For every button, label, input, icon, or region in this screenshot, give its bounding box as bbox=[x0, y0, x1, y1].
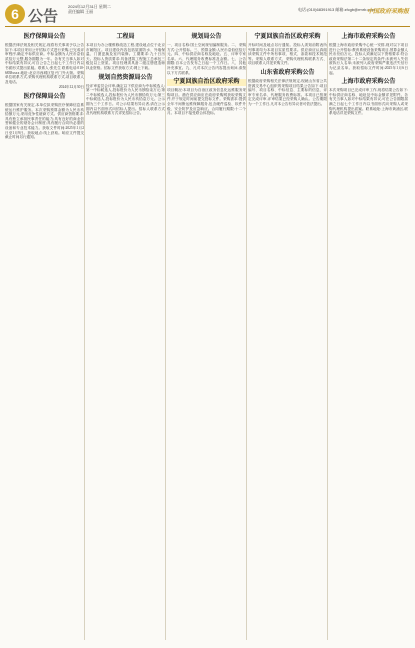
announcement-body: 本项目为办公楼维修改造工程,建设地点位于北京市朝阳区。项目建设内容包括屋面防水、外墙保温、门窗更换及室内装修。工期要求:九十日历天。投标人资质要求:具备建筑工程施工总承包三级及以上资质。项目经理须具备二级注册建造师执业资格。招标文件获取方式:网上下载。 bbox=[86, 43, 165, 70]
announcement-body: 经评审委员会评审,确定以下供应商为中标候选人:第一中标候选人,投标报价为人民币捌拾柒万元;第二中标候选人,投标报价为人民币捌拾玖万元;第三中标候选人,投标报价为人民币玖拾壹万元。公示期为三个工作日。对公示结果有异议者,请在公示期内以书面形式向招标人提出。招标人联系方式及代理机构联系方式详见招标公告。 bbox=[86, 83, 165, 116]
contact-line: 电话:(010)68391913 邮箱:zfcgb@rmrb.com bbox=[298, 7, 375, 12]
editor-line: 责任编辑 王丽 bbox=[68, 9, 94, 14]
announcement-title: 山东省政府采购公告 bbox=[260, 69, 315, 76]
column-divider bbox=[246, 32, 247, 640]
column-3 bbox=[167, 32, 246, 640]
page-header bbox=[0, 0, 415, 30]
announcement-block bbox=[167, 79, 246, 116]
announcement-title: 宁夏回族自治区政府采购 bbox=[167, 79, 246, 86]
announcement-block bbox=[329, 79, 408, 116]
header-divider bbox=[5, 26, 410, 27]
announcement-title: 上海市政府采购公告 bbox=[341, 79, 396, 86]
announcement-title: 上海市政府采购公告 bbox=[341, 34, 396, 40]
announcement-title: 工程局 bbox=[116, 34, 135, 40]
announcement-body: 开标时间及地点另行通知。投标人须知前附表所列事项均为本项目实质性要求。供应商应认真阅读采购文件中所有事项、格式、条款和技术规范等。采购人联系方式、采购代理机构联系方式、项目联系人详见采购文件。 bbox=[248, 43, 327, 66]
announcement-title: 医疗保障局公告 bbox=[23, 93, 66, 100]
announcement-body: 根据上海市政府采购中心统一安排,现对以下项目进行公开招标:教育系统设备采购项目,预算金额人民币叁佰万元。投标人须满足以下资格要求:符合政府采购法第二十二条规定的条件;未被列入失信被执行人名单;未被列入政府采购严重违法失信行为记录名单。获取招标文件时间:2025年1月6日起。 bbox=[329, 43, 408, 75]
announcement-block bbox=[5, 94, 84, 140]
column-divider bbox=[327, 32, 328, 640]
announcement-title: 规划局公告 bbox=[191, 34, 222, 40]
announcement-body: 根据法律法规及相关规定,现将有关事项予以公告如下:本项目采用公开招标方式进行采购,已完成评审程序,确定中标供应商。中标金额为人民币壹佰贰拾万元整,服务期限为一年。各有关当事人如对中标结果有异议,可自公告之日起七个工作日内以书面形式提出质疑。联系人:张先生 联系电话:010-6838xxxx 地址:北京市西城区复兴门外大街。采购单位联系方式,采购代理机构联系方式,项目联系人及电话。 bbox=[5, 43, 84, 84]
column-divider bbox=[165, 32, 166, 640]
column-4 bbox=[248, 32, 327, 640]
column-5 bbox=[329, 32, 408, 640]
announcement-block bbox=[86, 75, 165, 116]
announcement-body: 根据国家有关规定,本单位拟采购医疗保障信息系统运行维护服务。本次采购预算金额为人民币玖拾捌万元,采用竞争性磋商方式。供应商资格要求:具有独立承担民事责任的能力;具有良好的商业信誉和健全的财务会计制度;具有履行合同所必需的设备和专业技术能力。获取文件时间:2025年1月2日至1月9日。获取地点:线上获取。响应文件提交截止时间另行通知。 bbox=[5, 102, 84, 140]
date-line: 2024年12月31日 星期二 bbox=[68, 4, 111, 9]
column-2 bbox=[86, 32, 165, 640]
newspaper-logo: 中国政府采购报 bbox=[366, 9, 409, 15]
announcement-block bbox=[248, 70, 327, 107]
announcement-block bbox=[86, 34, 165, 71]
column-divider bbox=[84, 32, 85, 640]
announcement-body: 项目概况:本项目为自治区政务信息化运维服务采购项目。潜在供应商应在政府采购网获取采购文件,并于规定时间前提交投标文件。采购需求:提供全年不间断运维保障服务,包含硬件巡检、软件升级、安全防护及应急响应。合同履行期限:十二个月。本项目不接受联合体投标。 bbox=[167, 88, 246, 116]
header-meta bbox=[68, 4, 111, 14]
announcement-body: 本次采购项目已完成评审工作,现将结果公告如下:中标供应商名称、地址及中标金额详见附件。各有关当事人如对中标结果有异议,可在公告期限届满之日起七个工作日内以书面形式向采购人或采购代理机构提出质疑。联系地址:上海市黄浦区,联系电话详见采购文件。 bbox=[329, 88, 408, 116]
announcement-body: 一、项目名称:国土空间规划编制服务。二、采购方式:公开招标。三、预算金额:人民币壹佰伍拾万元。四、中标供应商名称及地址。五、评审专家名单。六、代理服务收费标准及金额。七、公告期限:自本公告发布之日起一个工作日。八、其他补充事宜。九、凡对本次公告内容提出询问,请按以下方式联系。 bbox=[167, 43, 246, 75]
section-title: 公告 bbox=[28, 8, 59, 25]
announcement-title: 宁夏回族自治区政府采购 bbox=[254, 34, 321, 40]
announcement-body: 根据政府采购相关法律法规规定,现就山东省公共资源交易中心组织的采购项目结果公告如下:项目编号、项目名称、中标信息、主要标的信息、评审专家名单、代理服务收费标准。本项目已按规定完成评审,评审结果已经采购人确认。公告期限为一个工作日,凡对本公告有异议者可依法提出。 bbox=[248, 78, 327, 106]
announcement-block bbox=[167, 34, 246, 75]
announcement-block bbox=[329, 34, 408, 75]
announcement-title: 规划自然资源局公告 bbox=[98, 74, 153, 81]
announcement-date: 2024年12月30日 bbox=[58, 85, 84, 90]
announcement-block bbox=[248, 34, 327, 66]
announcement-title: 医疗保障局公告 bbox=[23, 34, 66, 40]
column-1 bbox=[5, 32, 84, 640]
announcement-block bbox=[5, 34, 84, 90]
page-number-badge: 6 bbox=[5, 4, 25, 24]
